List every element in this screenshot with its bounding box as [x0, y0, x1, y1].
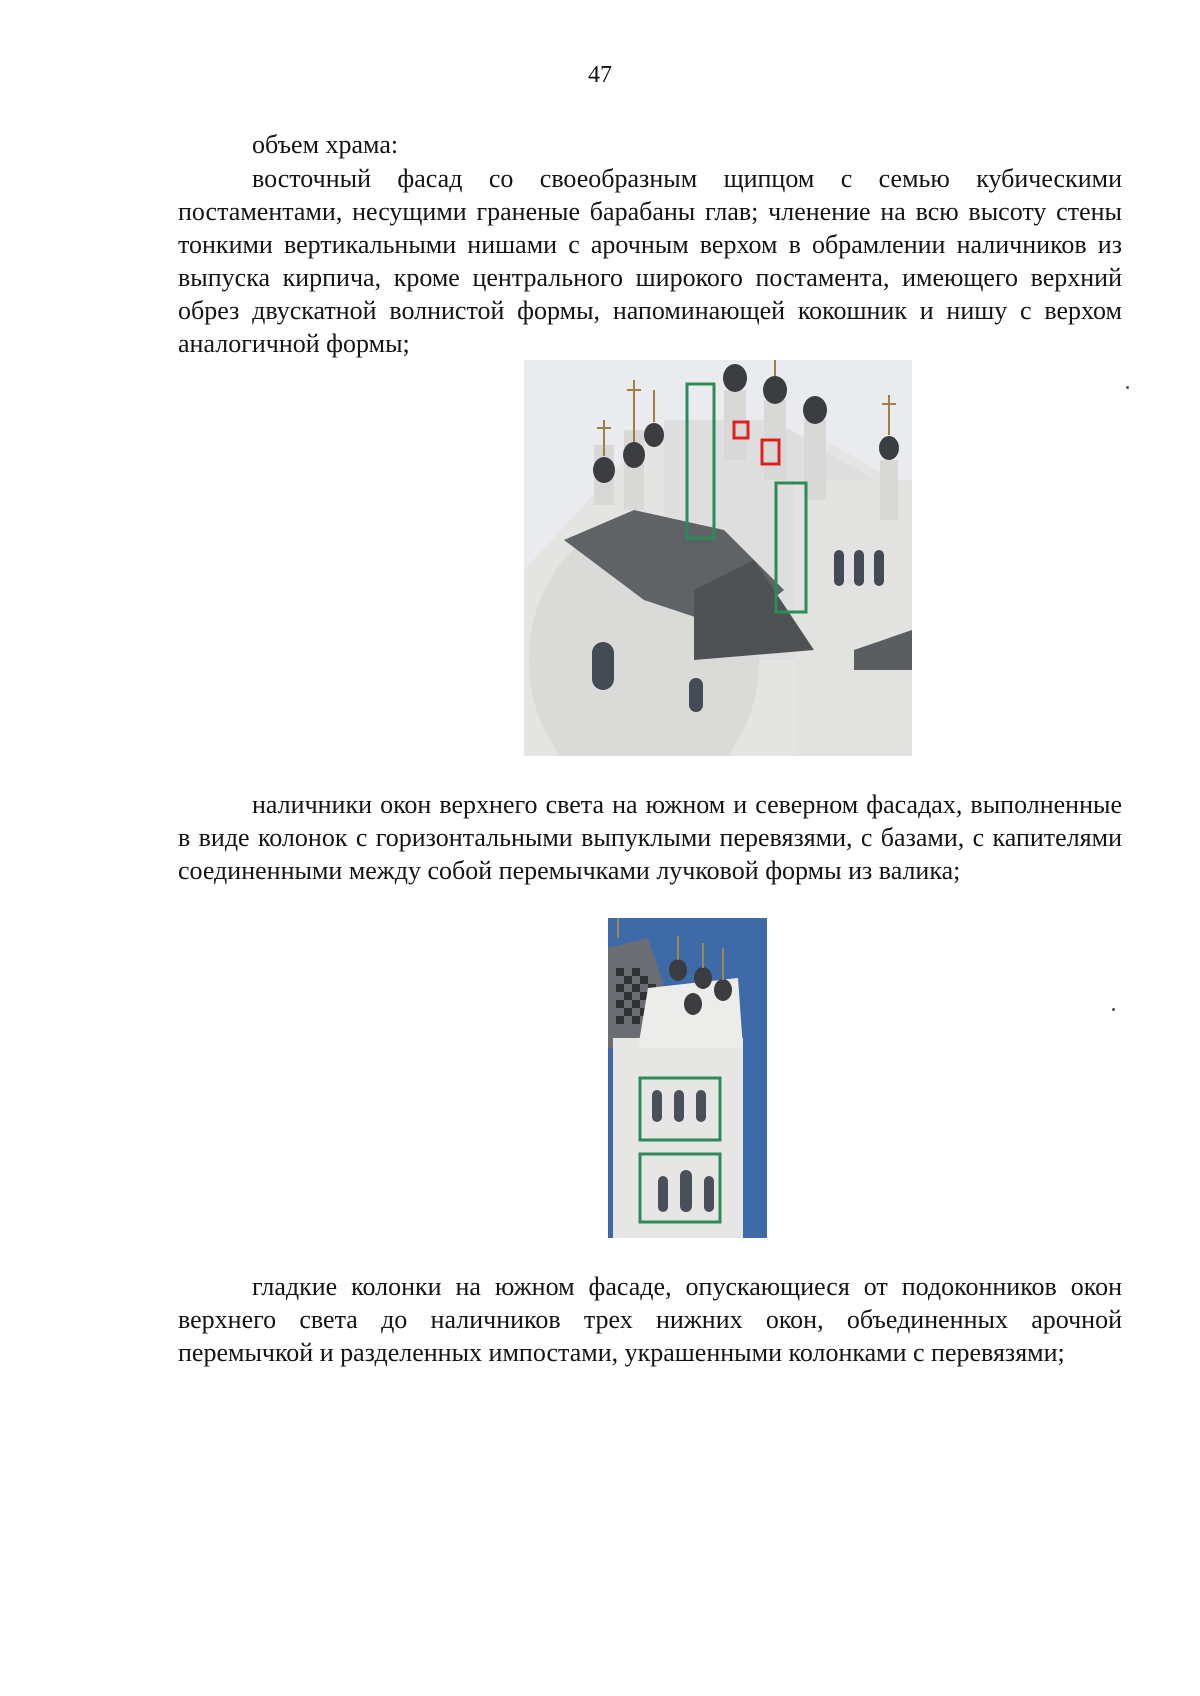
- paragraph-window-frames: наличники окон верхнего света на южном и северном фасадах, выполненные в виде колонок с горизонтальными выпуклыми перевязями, с базами, с капителями соединенными между собой перемычками лучковой формы из валика;: [178, 790, 1122, 885]
- south-facade-photo: [608, 918, 767, 1238]
- page-number: 47: [588, 62, 612, 88]
- paragraph-east-facade: восточный фасад со своеобразным щипцом с семью кубическими постаментами, несущими граненые барабаны глав; членение на всю высоту стены тонкими вертикальными нишами с арочным верхом в обрамлении наличников из выпуска кирпича, кроме центрального широкого постамента, имеющего верхний обрез двускатной волнистой формы, напоминающей кокошник и нишу с верхом аналогичной формы;: [178, 164, 1122, 358]
- paragraph-intro: объем храма:: [252, 130, 399, 159]
- east-facade-photo: [524, 360, 912, 756]
- scan-speck: [1112, 1008, 1115, 1011]
- paragraph-smooth-columns: гладкие колонки на южном фасаде, опускающиеся от подоконников окон верхнего света до наличников трех нижних окон, объединенных арочной перемычкой и разделенных импостами, украшенными колонками с перевязями;: [178, 1272, 1122, 1367]
- scan-speck: [1126, 386, 1129, 389]
